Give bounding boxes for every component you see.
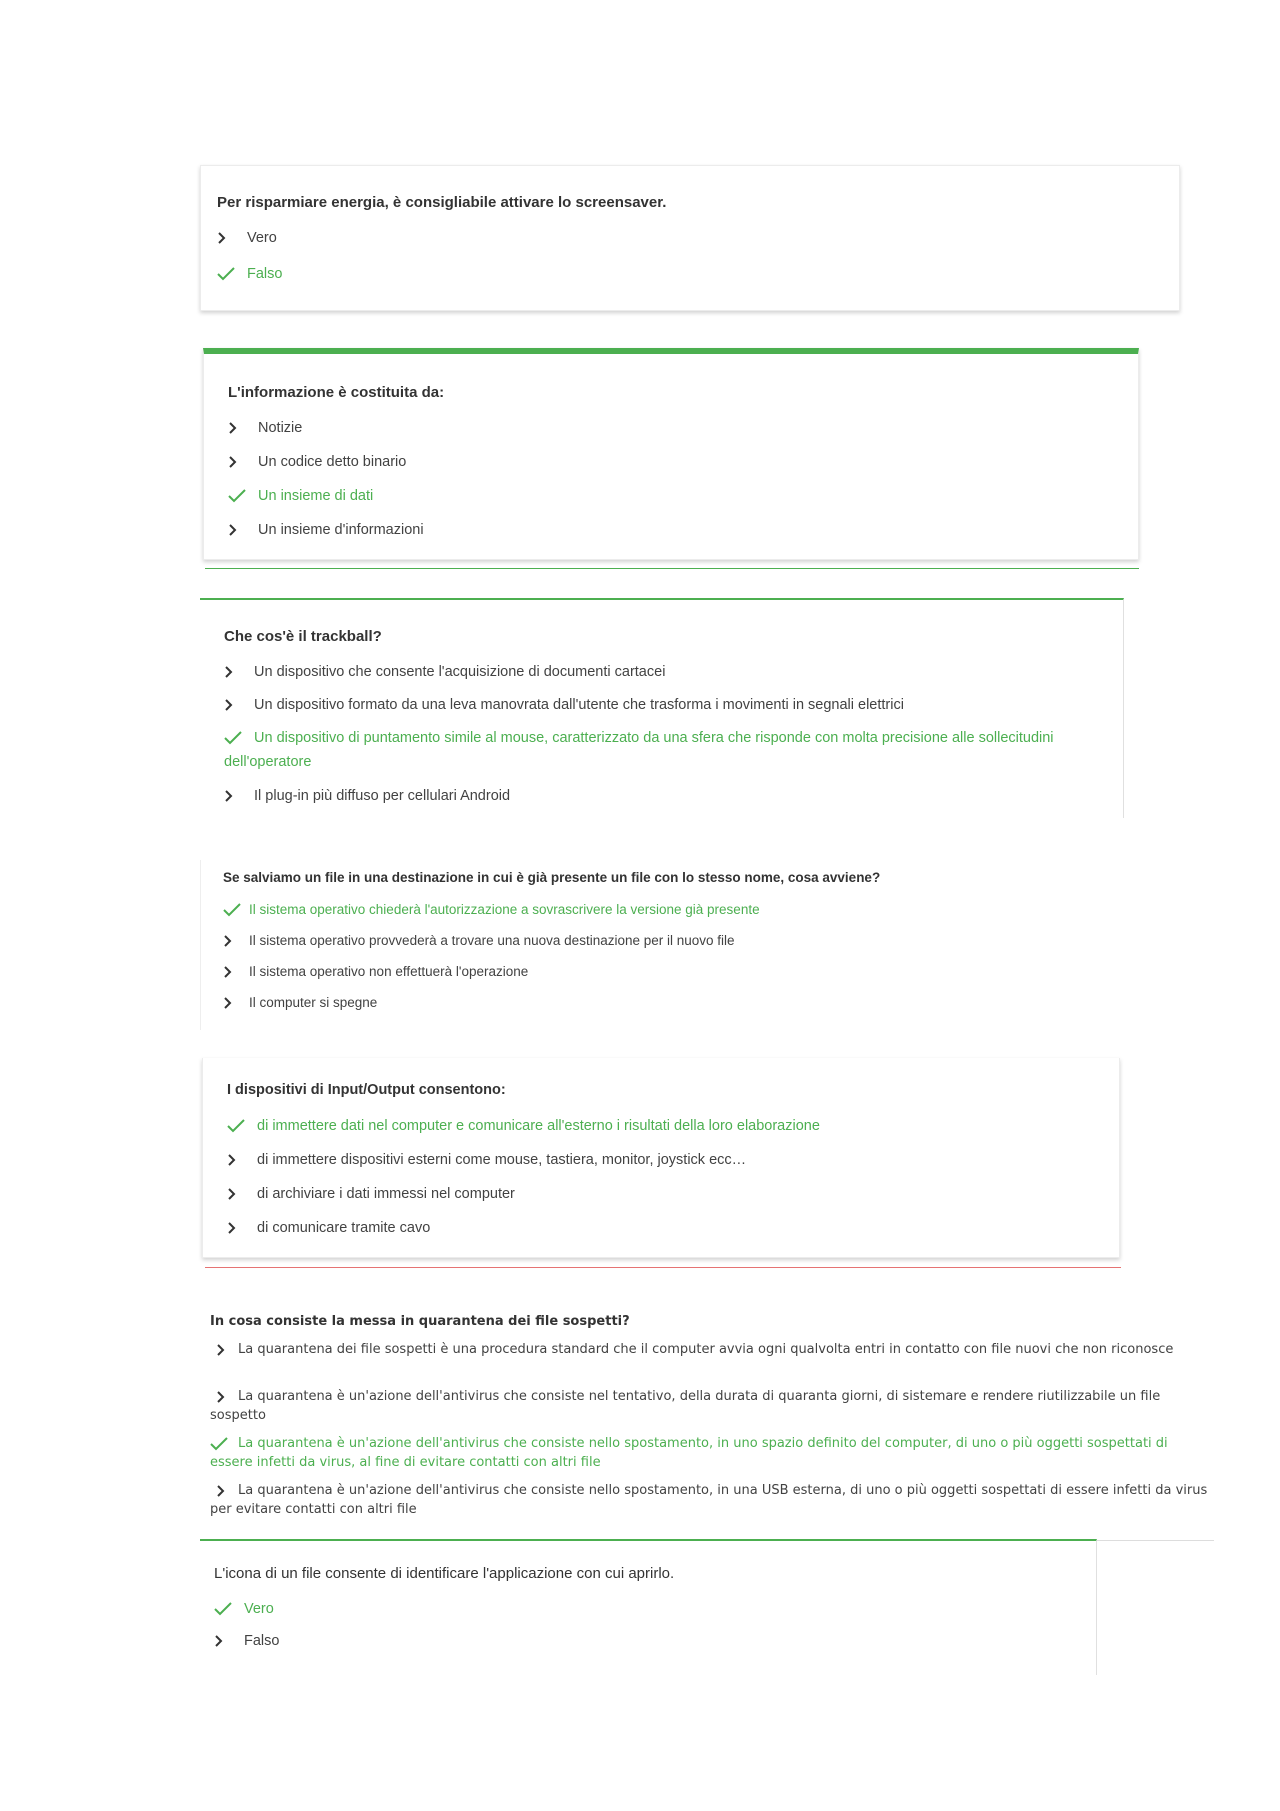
option-label: di archiviare i dati immessi nel computer xyxy=(257,1186,515,1202)
option-label: Il sistema operativo provvederà a trovare una nuova destinazione per il nuovo file xyxy=(249,933,735,948)
option-item[interactable] xyxy=(223,960,528,984)
chevron-right-icon xyxy=(227,1182,257,1206)
chevron-right-icon xyxy=(228,450,258,474)
chevron-right-icon xyxy=(227,1148,257,1172)
option-item[interactable] xyxy=(224,660,665,684)
chevron-right-icon xyxy=(210,1481,238,1500)
check-icon xyxy=(214,1597,244,1621)
question-text: I dispositivi di Input/Output consentono: xyxy=(227,1082,506,1098)
question-card-4 xyxy=(200,860,1130,1030)
option-item[interactable] xyxy=(210,1481,1210,1519)
option-label: Falso xyxy=(244,1633,280,1649)
option-label: Il plug-in più diffuso per cellulari Android xyxy=(254,788,511,804)
option-item[interactable] xyxy=(224,784,510,808)
option-item[interactable] xyxy=(223,991,377,1015)
option-item[interactable] xyxy=(224,693,904,717)
option-label: Un dispositivo di puntamento simile al mouse, caratterizzato da una sfera che risponde con molta precisione alle sollecitudini dell'operatore xyxy=(224,730,1054,770)
option-item[interactable] xyxy=(227,1216,430,1240)
option-item[interactable] xyxy=(227,1148,746,1172)
option-item-correct[interactable] xyxy=(223,898,760,922)
chevron-right-icon xyxy=(224,660,254,684)
option-item[interactable] xyxy=(227,1182,515,1206)
chevron-right-icon xyxy=(223,960,249,984)
option-label: La quarantena è un'azione dell'antivirus che consiste nel tentativo, della durata di quaranta giorni, di sistemare e rendere riutilizzabile un file sospetto xyxy=(210,1389,1161,1423)
option-item-correct[interactable] xyxy=(210,1434,1210,1470)
question-text: In cosa consiste la messa in quarantena dei file sospetti? xyxy=(210,1314,630,1329)
option-item[interactable] xyxy=(228,416,302,440)
question-card-6 xyxy=(200,1300,1210,1530)
option-label: Il sistema operativo non effettuerà l'operazione xyxy=(249,964,529,979)
separator-line-red xyxy=(205,1267,1121,1268)
check-icon xyxy=(224,726,254,750)
option-label: di immettere dispositivi esterni come mouse, tastiera, monitor, joystick ecc… xyxy=(257,1152,747,1168)
chevron-right-icon xyxy=(228,416,258,440)
chevron-right-icon xyxy=(210,1387,238,1406)
option-label: Il computer si spegne xyxy=(249,995,378,1010)
chevron-right-icon xyxy=(228,518,258,542)
option-label: La quarantena dei file sospetti è una procedura standard che il computer avvia ogni qualvolta entri in contatto con file nuovi che non riconosce xyxy=(238,1342,1174,1357)
question-card-5 xyxy=(202,1058,1120,1258)
option-label: Un insieme di dati xyxy=(258,488,374,504)
question-text: L'icona di un file consente di identificare l'applicazione con cui aprirlo. xyxy=(214,1565,675,1582)
chevron-right-icon xyxy=(224,693,254,717)
option-label: Un dispositivo formato da una leva manovrata dall'utente che trasforma i movimenti in segnali elettrici xyxy=(254,697,904,713)
check-icon xyxy=(223,898,249,922)
check-icon xyxy=(227,1114,257,1138)
option-label: Falso xyxy=(247,266,283,282)
option-label: La quarantena è un'azione dell'antivirus che consiste nello spostamento, in una USB esterna, di uno o più oggetti sospettati di essere infetti da virus per evitare contatti con altri file xyxy=(210,1483,1208,1517)
option-item-correct[interactable] xyxy=(224,726,1054,774)
option-label: Un codice detto binario xyxy=(258,454,407,470)
question-card-3 xyxy=(200,598,1124,818)
option-label: Notizie xyxy=(258,420,303,436)
separator-line-grey xyxy=(1094,1540,1214,1541)
question-card-2 xyxy=(203,348,1139,560)
option-label: La quarantena è un'azione dell'antivirus che consiste nello spostamento, in uno spazio definito del computer, di uno o più oggetti sospettati di essere infetti da virus, al fine di evitare contatti con altri file xyxy=(210,1436,1168,1470)
separator-line xyxy=(205,568,1139,569)
option-item-correct[interactable] xyxy=(228,484,373,508)
option-item[interactable] xyxy=(217,226,277,250)
question-card-7 xyxy=(200,1539,1097,1675)
option-label: Un insieme d'informazioni xyxy=(258,522,424,538)
option-item[interactable] xyxy=(228,450,406,474)
question-card-1 xyxy=(200,165,1180,311)
chevron-right-icon xyxy=(227,1216,257,1240)
chevron-right-icon xyxy=(223,991,249,1015)
option-label: Un dispositivo che consente l'acquisizione di documenti cartacei xyxy=(254,664,666,680)
option-item[interactable] xyxy=(210,1387,1210,1425)
option-label: Il sistema operativo chiederà l'autorizzazione a sovrascrivere la versione già presente xyxy=(249,902,760,917)
check-icon xyxy=(210,1434,238,1453)
chevron-right-icon xyxy=(224,784,254,808)
option-item[interactable] xyxy=(223,929,735,953)
option-label: di comunicare tramite cavo xyxy=(257,1220,431,1236)
option-item-correct[interactable] xyxy=(217,262,282,286)
option-item[interactable] xyxy=(210,1340,1210,1376)
question-text: Per risparmiare energia, è consigliabile attivare lo screensaver. xyxy=(217,194,667,211)
option-item-correct[interactable] xyxy=(214,1597,274,1621)
chevron-right-icon xyxy=(214,1629,244,1653)
option-item[interactable] xyxy=(228,518,424,542)
question-text: Se salviamo un file in una destinazione in cui è già presente un file con lo stesso nome, cosa avviene? xyxy=(223,870,881,885)
check-icon xyxy=(217,262,247,286)
option-item-correct[interactable] xyxy=(227,1114,820,1138)
option-label: Vero xyxy=(247,230,277,246)
chevron-right-icon xyxy=(223,929,249,953)
chevron-right-icon xyxy=(217,226,247,250)
check-icon xyxy=(228,484,258,508)
chevron-right-icon xyxy=(210,1340,238,1359)
option-item[interactable] xyxy=(214,1629,279,1653)
question-text: Che cos'è il trackball? xyxy=(224,628,382,645)
option-label: Vero xyxy=(244,1601,274,1617)
option-label: di immettere dati nel computer e comunicare all'esterno i risultati della loro elaborazione xyxy=(257,1118,820,1134)
question-text: L'informazione è costituita da: xyxy=(228,384,445,401)
